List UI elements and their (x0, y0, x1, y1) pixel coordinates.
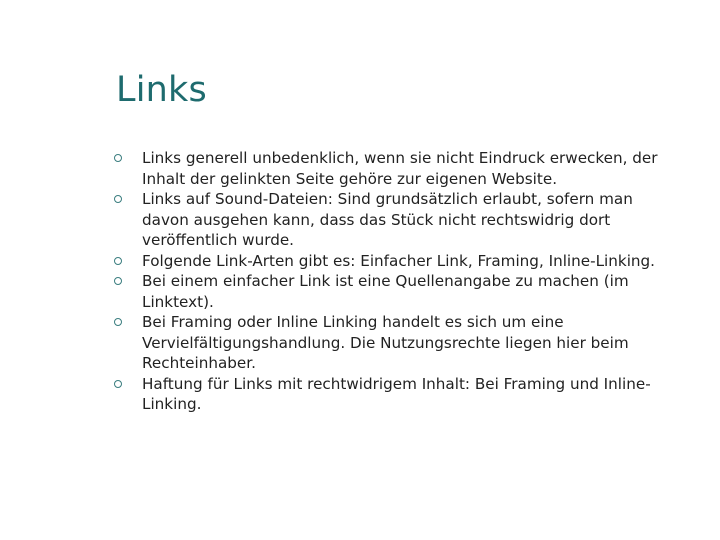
bullet-marker-icon (114, 257, 122, 265)
bullet-marker-icon (114, 380, 122, 388)
bullet-marker-icon (114, 277, 122, 285)
list-item (114, 374, 674, 415)
list-item (114, 271, 674, 312)
list-item (114, 312, 674, 374)
bullet-text: Folgende Link-Arten gibt es: Einfacher Link, Framing, Inline-Linking. (142, 251, 656, 270)
bullet-marker-icon (114, 195, 122, 203)
bullet-text: Bei Framing oder Inline Linking handelt es sich um eine Vervielfältigungshandlung. Die Nutzungsrechte liegen hier beim Rechteinhaber. (142, 313, 629, 372)
bullet-text: Links generell unbedenklich, wenn sie nicht Eindruck erwecken, der Inhalt der gelinkten Seite gehöre zur eigenen Website. (142, 149, 658, 188)
bullet-marker-icon (114, 154, 122, 162)
bullet-text: Haftung für Links mit rechtwidrigem Inhalt: Bei Framing und Inline-Linking. (142, 374, 651, 413)
list-item (114, 251, 674, 272)
bullet-list (114, 148, 674, 415)
bullet-text: Bei einem einfacher Link ist eine Quellenangabe zu machen (im Linktext). (142, 272, 629, 311)
slide-title: Links (116, 70, 207, 110)
list-item (114, 189, 674, 251)
bullet-marker-icon (114, 318, 122, 326)
bullet-text: Links auf Sound-Dateien: Sind grundsätzlich erlaubt, sofern man davon ausgehen kann, dass das Stück nicht rechtswidrig dort veröffentlich wurde. (142, 190, 633, 249)
list-item (114, 148, 674, 189)
